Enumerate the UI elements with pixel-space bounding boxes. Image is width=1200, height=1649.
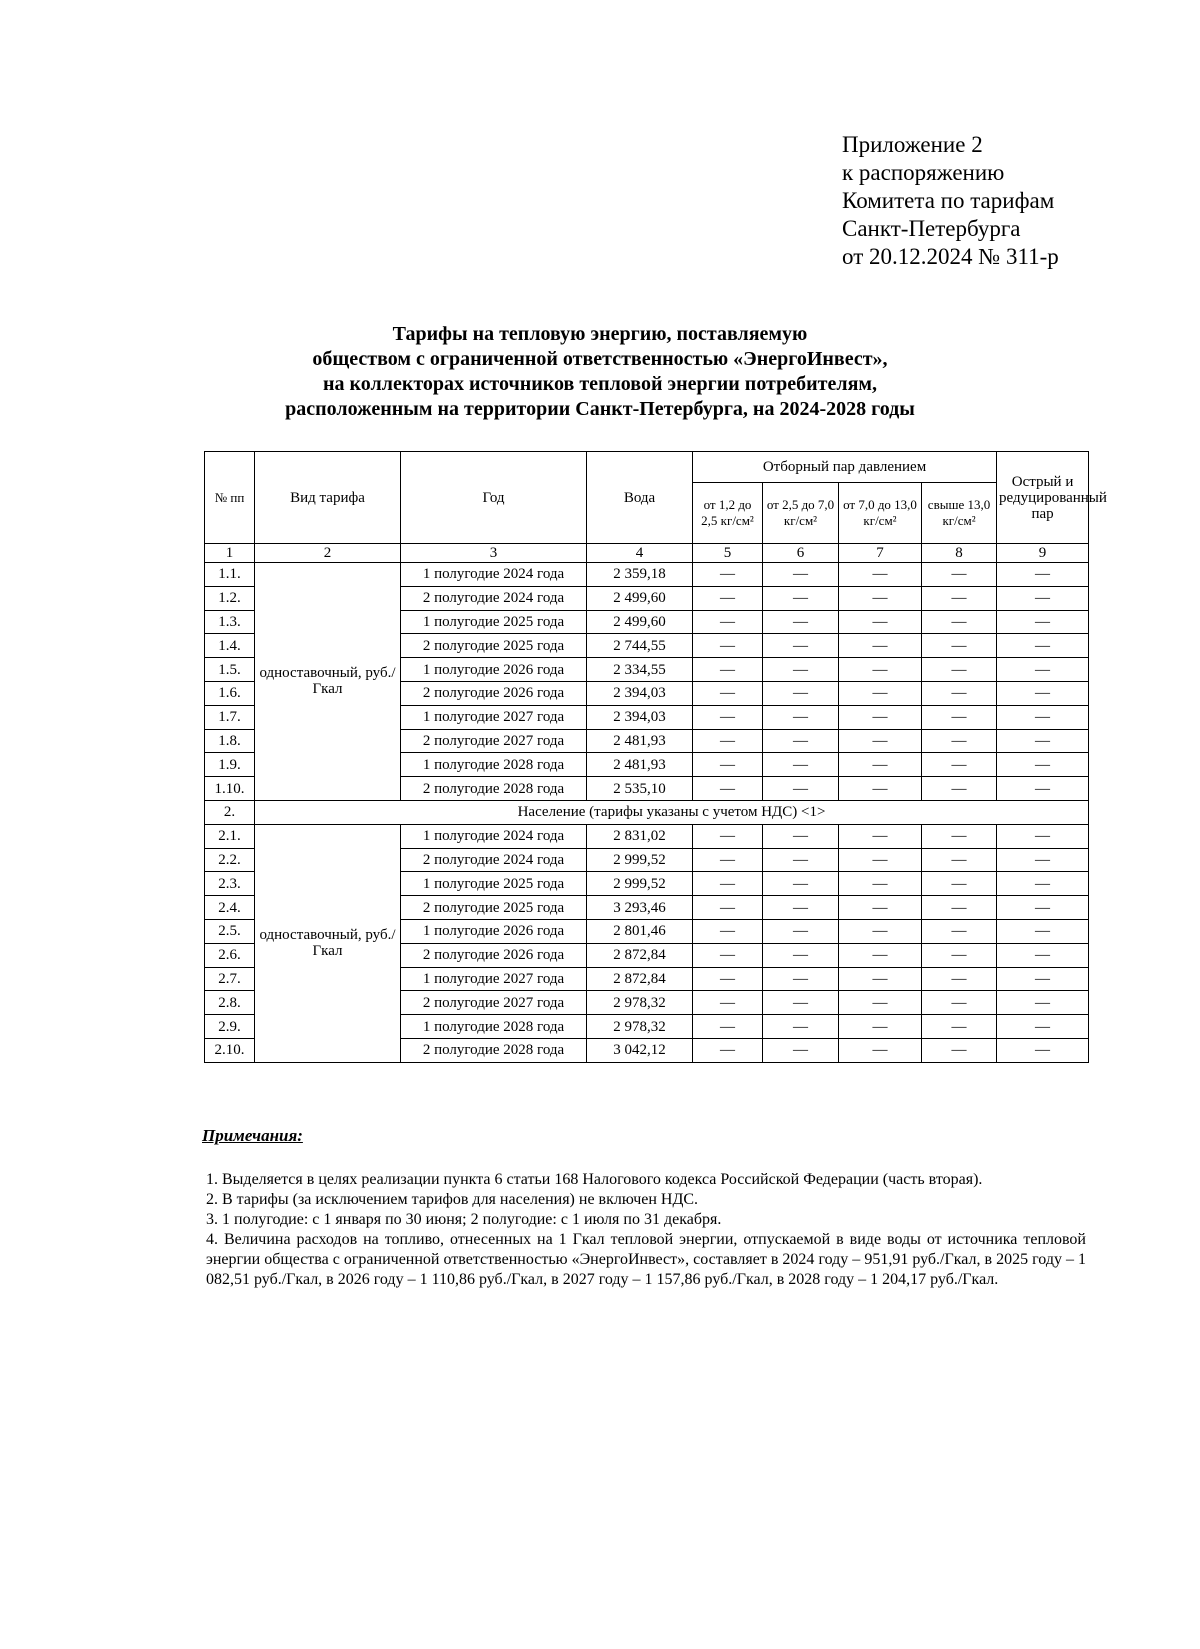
notes-list	[206, 1170, 1086, 1290]
row-number: 1.9.	[205, 753, 255, 777]
empty-dash-cell: —	[763, 563, 839, 587]
column-number: 9	[997, 544, 1089, 563]
title-line: обществом с ограниченной ответственностью «ЭнергоИнвест»,	[312, 348, 888, 370]
appendix-line: от 20.12.2024 № 311-р	[842, 244, 1059, 269]
empty-dash-cell: —	[693, 658, 763, 682]
empty-dash-cell: —	[693, 991, 763, 1015]
row-number: 1.7.	[205, 705, 255, 729]
empty-dash-cell: —	[922, 848, 997, 872]
row-number: 2.5.	[205, 919, 255, 943]
empty-dash-cell: —	[922, 919, 997, 943]
empty-dash-cell: —	[693, 872, 763, 896]
title-line: на коллекторах источников тепловой энергии потребителям,	[322, 373, 878, 395]
empty-dash-cell: —	[763, 896, 839, 920]
empty-dash-cell: —	[922, 824, 997, 848]
empty-dash-cell: —	[763, 705, 839, 729]
header-steam-1: от 1,2 до 2,5 кг/см²	[693, 483, 763, 544]
water-tariff-cell: 2 359,18	[587, 563, 693, 587]
empty-dash-cell: —	[922, 872, 997, 896]
empty-dash-cell: —	[763, 943, 839, 967]
empty-dash-cell: —	[693, 967, 763, 991]
empty-dash-cell: —	[997, 824, 1089, 848]
year-cell: 1 полугодие 2026 года	[401, 919, 587, 943]
empty-dash-cell: —	[693, 1015, 763, 1039]
section2-num: 2.	[205, 800, 255, 824]
note-item: 2. В тарифы (за исключением тарифов для населения) не включен НДС.	[206, 1191, 699, 1208]
empty-dash-cell: —	[922, 991, 997, 1015]
empty-dash-cell: —	[922, 681, 997, 705]
appendix-line: к распоряжению	[842, 160, 1005, 185]
section2-row	[205, 800, 1089, 824]
year-cell: 2 полугодие 2028 года	[401, 777, 587, 801]
year-cell: 1 полугодие 2028 года	[401, 753, 587, 777]
year-cell: 1 полугодие 2024 года	[401, 563, 587, 587]
empty-dash-cell: —	[839, 848, 922, 872]
row-number: 2.9.	[205, 1015, 255, 1039]
empty-dash-cell: —	[997, 705, 1089, 729]
empty-dash-cell: —	[693, 896, 763, 920]
empty-dash-cell: —	[839, 991, 922, 1015]
section2-body	[205, 800, 1089, 824]
table-row	[205, 563, 1089, 587]
column-number: 7	[839, 544, 922, 563]
row-number: 1.2.	[205, 586, 255, 610]
water-tariff-cell: 2 801,46	[587, 919, 693, 943]
empty-dash-cell: —	[839, 967, 922, 991]
notes-title: Примечания:	[202, 1126, 303, 1145]
empty-dash-cell: —	[839, 729, 922, 753]
year-cell: 1 полугодие 2025 года	[401, 872, 587, 896]
row-number: 2.6.	[205, 943, 255, 967]
section2-label: Население (тарифы указаны с учетом НДС) <1>	[255, 800, 1089, 824]
empty-dash-cell: —	[763, 872, 839, 896]
empty-dash-cell: —	[997, 991, 1089, 1015]
empty-dash-cell: —	[997, 1038, 1089, 1062]
empty-dash-cell: —	[997, 1015, 1089, 1039]
empty-dash-cell: —	[763, 919, 839, 943]
row-number: 1.6.	[205, 681, 255, 705]
empty-dash-cell: —	[693, 634, 763, 658]
empty-dash-cell: —	[763, 1038, 839, 1062]
column-number: 5	[693, 544, 763, 563]
year-cell: 2 полугодие 2025 года	[401, 896, 587, 920]
year-cell: 2 полугодие 2026 года	[401, 943, 587, 967]
note-item: 1. Выделяется в целях реализации пункта 6 статьи 168 Налогового кодекса Российской Федерации (часть вторая).	[206, 1171, 983, 1188]
empty-dash-cell: —	[997, 848, 1089, 872]
empty-dash-cell: —	[763, 610, 839, 634]
empty-dash-cell: —	[922, 967, 997, 991]
document-title	[200, 322, 1000, 422]
group2-body	[205, 824, 1089, 1062]
year-cell: 1 полугодие 2027 года	[401, 967, 587, 991]
empty-dash-cell: —	[763, 848, 839, 872]
header-year: Год	[401, 452, 587, 544]
column-number: 3	[401, 544, 587, 563]
empty-dash-cell: —	[693, 563, 763, 587]
empty-dash-cell: —	[997, 586, 1089, 610]
row-number: 2.4.	[205, 896, 255, 920]
row-number: 2.2.	[205, 848, 255, 872]
empty-dash-cell: —	[763, 1015, 839, 1039]
empty-dash-cell: —	[693, 824, 763, 848]
empty-dash-cell: —	[997, 658, 1089, 682]
empty-dash-cell: —	[922, 1038, 997, 1062]
empty-dash-cell: —	[763, 824, 839, 848]
row-number: 1.5.	[205, 658, 255, 682]
empty-dash-cell: —	[763, 634, 839, 658]
note-item: 4. Величина расходов на топливо, отнесенных на 1 Гкал тепловой энергии, отпускаемой в виде воды от источника тепловой энергии общества с ограниченной ответственностью «ЭнергоИнвест», составляет в 2024 году – 951,91 руб./Гкал, в 2025 году – 1 082,51 руб./Гкал, в 2026 году – 1 110,86 руб./Гкал, в 2027 году – 1 157,86 руб./Гкал, в 2028 году – 1 204,17 руб./Гкал.	[206, 1231, 1086, 1288]
empty-dash-cell: —	[693, 777, 763, 801]
water-tariff-cell: 2 872,84	[587, 943, 693, 967]
water-tariff-cell: 2 481,93	[587, 753, 693, 777]
water-tariff-cell: 2 481,93	[587, 729, 693, 753]
empty-dash-cell: —	[763, 729, 839, 753]
row-number: 1.4.	[205, 634, 255, 658]
header-steam-4: свыше 13,0 кг/см²	[922, 483, 997, 544]
water-tariff-cell: 2 831,02	[587, 824, 693, 848]
empty-dash-cell: —	[997, 753, 1089, 777]
header-num: № пп	[205, 452, 255, 544]
empty-dash-cell: —	[693, 1038, 763, 1062]
table-row	[205, 824, 1089, 848]
appendix-line: Санкт-Петербурга	[842, 216, 1021, 241]
empty-dash-cell: —	[997, 896, 1089, 920]
water-tariff-cell: 2 978,32	[587, 1015, 693, 1039]
water-tariff-cell: 2 978,32	[587, 991, 693, 1015]
empty-dash-cell: —	[763, 586, 839, 610]
empty-dash-cell: —	[763, 991, 839, 1015]
empty-dash-cell: —	[839, 896, 922, 920]
empty-dash-cell: —	[693, 943, 763, 967]
year-cell: 2 полугодие 2027 года	[401, 729, 587, 753]
empty-dash-cell: —	[997, 610, 1089, 634]
empty-dash-cell: —	[997, 919, 1089, 943]
year-cell: 1 полугодие 2026 года	[401, 658, 587, 682]
empty-dash-cell: —	[693, 919, 763, 943]
empty-dash-cell: —	[693, 729, 763, 753]
header-sharp-steam: Острый и редуцированный пар	[997, 452, 1089, 544]
year-cell: 2 полугодие 2028 года	[401, 1038, 587, 1062]
header-steam-3: от 7,0 до 13,0 кг/см²	[839, 483, 922, 544]
column-number: 4	[587, 544, 693, 563]
row-number: 2.3.	[205, 872, 255, 896]
empty-dash-cell: —	[693, 681, 763, 705]
header-tariff-type: Вид тарифа	[255, 452, 401, 544]
year-cell: 1 полугодие 2028 года	[401, 1015, 587, 1039]
empty-dash-cell: —	[997, 967, 1089, 991]
year-cell: 2 полугодие 2027 года	[401, 991, 587, 1015]
empty-dash-cell: —	[763, 967, 839, 991]
empty-dash-cell: —	[922, 896, 997, 920]
empty-dash-cell: —	[839, 1015, 922, 1039]
water-tariff-cell: 2 334,55	[587, 658, 693, 682]
empty-dash-cell: —	[922, 658, 997, 682]
empty-dash-cell: —	[839, 753, 922, 777]
note-item: 3. 1 полугодие: с 1 января по 30 июня; 2 полугодие: с 1 июля по 31 декабря.	[206, 1211, 722, 1228]
empty-dash-cell: —	[839, 777, 922, 801]
year-cell: 1 полугодие 2025 года	[401, 610, 587, 634]
empty-dash-cell: —	[922, 777, 997, 801]
empty-dash-cell: —	[839, 563, 922, 587]
empty-dash-cell: —	[922, 753, 997, 777]
empty-dash-cell: —	[997, 943, 1089, 967]
empty-dash-cell: —	[693, 848, 763, 872]
row-number: 2.10.	[205, 1038, 255, 1062]
water-tariff-cell: 2 744,55	[587, 634, 693, 658]
empty-dash-cell: —	[763, 681, 839, 705]
title-line: расположенным на территории Санкт-Петербурга, на 2024-2028 годы	[285, 398, 915, 420]
water-tariff-cell: 2 999,52	[587, 872, 693, 896]
column-number: 8	[922, 544, 997, 563]
year-cell: 1 полугодие 2027 года	[401, 705, 587, 729]
empty-dash-cell: —	[997, 563, 1089, 587]
tariff-type-cell: одноставочный, руб./Гкал	[255, 824, 401, 1062]
column-number: 2	[255, 544, 401, 563]
column-number: 1	[205, 544, 255, 563]
empty-dash-cell: —	[839, 1038, 922, 1062]
empty-dash-cell: —	[839, 705, 922, 729]
tariff-table	[204, 451, 1107, 1063]
empty-dash-cell: —	[839, 824, 922, 848]
empty-dash-cell: —	[839, 610, 922, 634]
water-tariff-cell: 2 394,03	[587, 705, 693, 729]
empty-dash-cell: —	[997, 729, 1089, 753]
row-number: 1.1.	[205, 563, 255, 587]
empty-dash-cell: —	[922, 1015, 997, 1039]
empty-dash-cell: —	[997, 634, 1089, 658]
empty-dash-cell: —	[693, 586, 763, 610]
appendix-line: Комитета по тарифам	[842, 188, 1055, 213]
empty-dash-cell: —	[922, 943, 997, 967]
header-steam-2: от 2,5 до 7,0 кг/см²	[763, 483, 839, 544]
empty-dash-cell: —	[922, 610, 997, 634]
empty-dash-cell: —	[763, 753, 839, 777]
water-tariff-cell: 2 999,52	[587, 848, 693, 872]
empty-dash-cell: —	[839, 919, 922, 943]
row-number: 1.3.	[205, 610, 255, 634]
empty-dash-cell: —	[997, 681, 1089, 705]
row-number: 2.7.	[205, 967, 255, 991]
water-tariff-cell: 3 293,46	[587, 896, 693, 920]
year-cell: 1 полугодие 2024 года	[401, 824, 587, 848]
water-tariff-cell: 2 394,03	[587, 681, 693, 705]
empty-dash-cell: —	[839, 634, 922, 658]
empty-dash-cell: —	[997, 872, 1089, 896]
empty-dash-cell: —	[839, 943, 922, 967]
tariff-type-cell: одноставочный, руб./Гкал	[255, 563, 401, 801]
empty-dash-cell: —	[763, 777, 839, 801]
appendix-header	[842, 131, 1059, 271]
column-number: 6	[763, 544, 839, 563]
row-number: 2.1.	[205, 824, 255, 848]
water-tariff-cell: 2 872,84	[587, 967, 693, 991]
title-line: Тарифы на тепловую энергию, поставляемую	[392, 323, 808, 345]
year-cell: 2 полугодие 2025 года	[401, 634, 587, 658]
empty-dash-cell: —	[922, 586, 997, 610]
empty-dash-cell: —	[922, 705, 997, 729]
empty-dash-cell: —	[997, 777, 1089, 801]
row-number: 1.10.	[205, 777, 255, 801]
row-number: 1.8.	[205, 729, 255, 753]
empty-dash-cell: —	[763, 658, 839, 682]
empty-dash-cell: —	[839, 681, 922, 705]
empty-dash-cell: —	[922, 634, 997, 658]
year-cell: 2 полугодие 2026 года	[401, 681, 587, 705]
empty-dash-cell: —	[693, 610, 763, 634]
empty-dash-cell: —	[839, 586, 922, 610]
group1-body	[205, 563, 1089, 801]
empty-dash-cell: —	[693, 705, 763, 729]
column-numbers-row	[205, 544, 1089, 563]
row-number: 2.8.	[205, 991, 255, 1015]
empty-dash-cell: —	[693, 753, 763, 777]
year-cell: 2 полугодие 2024 года	[401, 848, 587, 872]
water-tariff-cell: 2 499,60	[587, 610, 693, 634]
empty-dash-cell: —	[922, 729, 997, 753]
header-water: Вода	[587, 452, 693, 544]
empty-dash-cell: —	[839, 658, 922, 682]
appendix-line: Приложение 2	[842, 132, 983, 157]
water-tariff-cell: 3 042,12	[587, 1038, 693, 1062]
year-cell: 2 полугодие 2024 года	[401, 586, 587, 610]
water-tariff-cell: 2 499,60	[587, 586, 693, 610]
empty-dash-cell: —	[922, 563, 997, 587]
header-steam-group: Отборный пар давлением	[693, 452, 997, 483]
water-tariff-cell: 2 535,10	[587, 777, 693, 801]
empty-dash-cell: —	[839, 872, 922, 896]
